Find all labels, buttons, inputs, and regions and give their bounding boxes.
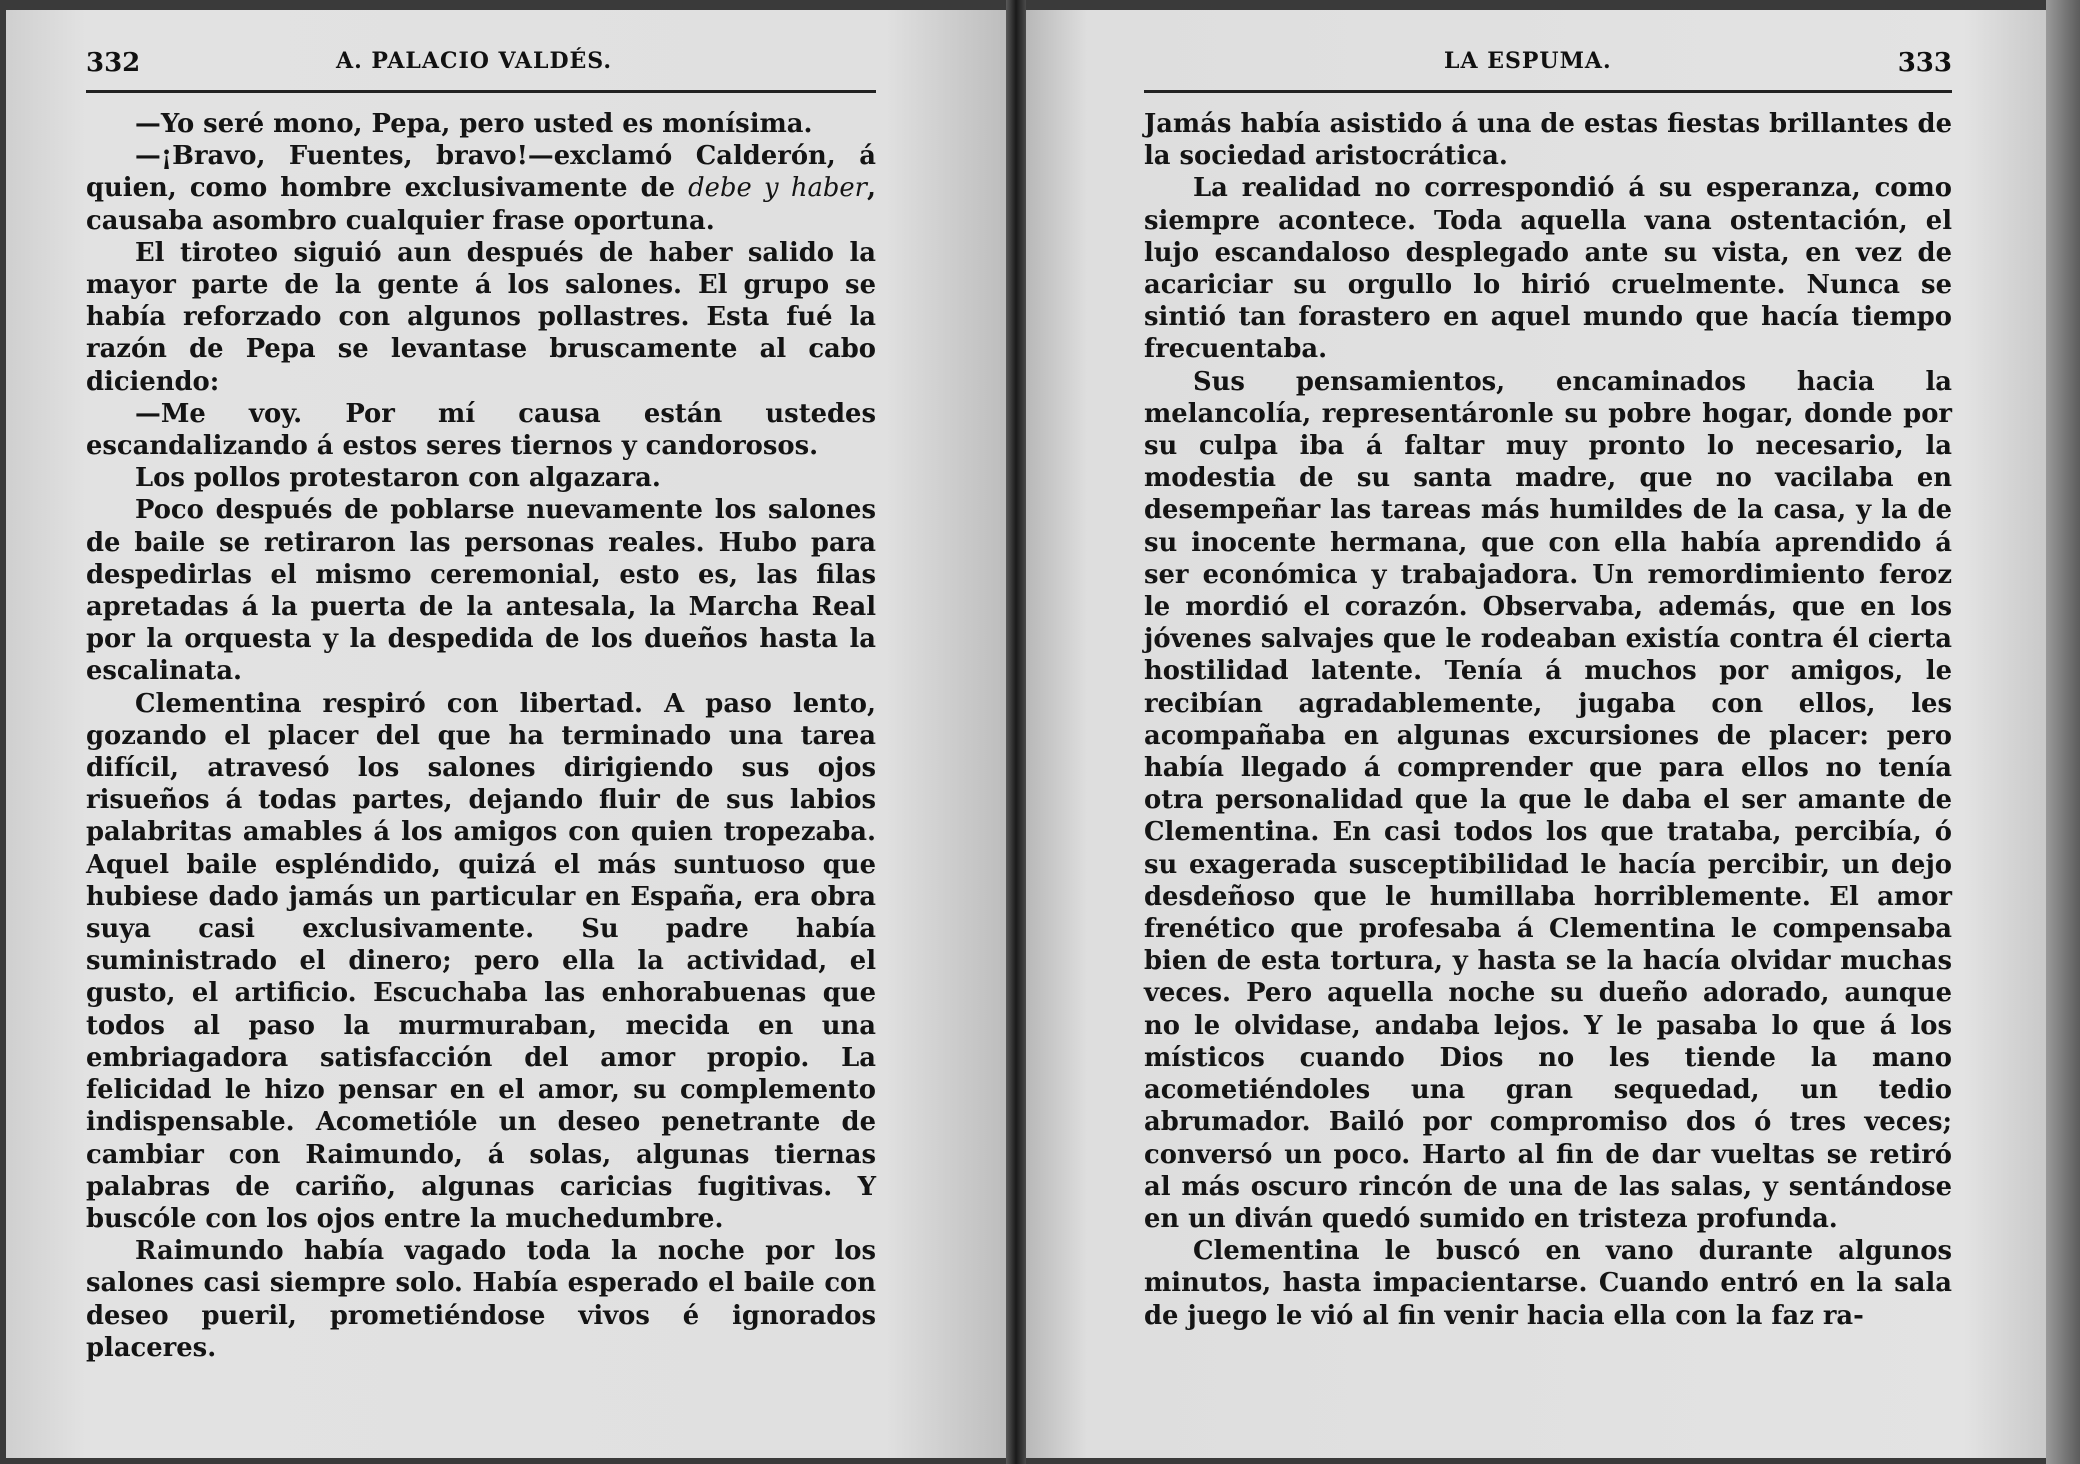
left-text-block <box>86 108 876 1364</box>
left-running-title: A. PALACIO VALDÉS. <box>336 48 613 74</box>
paragraph: El tiroteo siguió aun después de haber salido la mayor parte de la gente á los salones. El grupo se había reforzado con algunos pollastres. Esta fué la razón de Pepa se levantase bruscamente al cabo diciendo: <box>86 237 876 397</box>
paragraph: Raimundo había vagado toda la noche por los salones casi siempre solo. Había esperado el baile con deseo pueril, prometiéndose vivos é ignorados placeres. <box>86 1236 876 1363</box>
paragraph: Sus pensamientos, encaminados hacia la melancolía, representáronle su pobre hogar, donde por su culpa iba á faltar muy pronto lo necesario, la modestia de su santa madre, que no vacilaba en desempeñar las tareas más humildes de la casa, y la de su inocente hermana, que con ella había aprendido á ser económica y trabajadora. Un remordimiento feroz le mordió el corazón. Observaba, además, que en los jóvenes salvajes que le rodeaban existía contra él cierta hostilidad latente. Tenía á muchos por amigos, le recibían agradablemente, jugaba con ellos, les acompañaba en algunas excursiones de placer: pero había llegado á comprender que para ellos no tenía otra personalidad que la que le daba el ser amante de Clementina. En casi todos los que trataba, percibía, ó su exagerada susceptibilidad le hacía percibir, un dejo desdeñoso que le humillaba horriblemente. El amor frenético que profesaba á Clementina le compensaba bien de esta tortura, y hasta se la hacía olvidar muchas veces. Pero aquella noche su dueño adorado, aunque no le olvidase, andaba lejos. Y le pasaba lo que á los místicos cuando Dios no les tiende la mano acometiéndoles una gran sequedad, un tedio abrumador. Bailó por compromiso dos ó tres veces; conversó un poco. Harto al fin de dar vueltas se retiró al más oscuro rincón de una de las salas, y sentándose en un diván quedó sumido en tristeza profunda. <box>1144 366 1952 1234</box>
right-text-block <box>1144 108 1952 1332</box>
paragraph: —¡Bravo, Fuentes, bravo!—exclamó Calderón, á quien, como hombre exclusivamente de debe y haber, causaba asombro cualquier frase oportuna. <box>86 141 876 236</box>
paragraph: La realidad no correspondió á su esperanza, como siempre acontece. Toda aquella vana ostentación, el lujo escandaloso desplegado ante su vista, en vez de acariciar su orgullo lo hirió cruelmente. Nunca se sintió tan forastero en aquel mundo que hacía tiempo frecuentaba. <box>1144 173 1952 365</box>
paragraph: —Me voy. Por mí causa están ustedes escandalizando á estos seres tiernos y candorosos. <box>86 398 876 462</box>
left-running-head <box>86 48 876 88</box>
paragraph: Los pollos protestaron con algazara. <box>135 463 661 494</box>
paragraph: Poco después de poblarse nuevamente los salones de baile se retiraron las personas reales. Hubo para despedirlas el mismo ceremonial, esto es, las filas apretadas á la puerta de la antesala, la Marcha Real por la orquesta y la despedida de los dueños hasta la escalinata. <box>86 495 876 687</box>
left-page <box>6 10 1006 1458</box>
paragraph: —Yo seré mono, Pepa, pero usted es monísima. <box>135 109 813 139</box>
right-running-title: LA ESPUMA. <box>1444 48 1612 74</box>
right-running-head <box>1144 48 1952 88</box>
right-page-number: 333 <box>1897 48 1952 78</box>
paragraph: Clementina respiró con libertad. A paso lento, gozando el placer del que ha terminado una tarea difícil, atravesó los salones dirigiendo sus ojos risueños á todas partes, dejando fluir de sus labios palabritas amables á los amigos con quien tropezaba. Aquel baile espléndido, quizá el más suntuoso que hubiese dado jamás un particular en España, era obra suya casi exclusivamente. Su padre había suministrado el dinero; pero ella la actividad, el gusto, el artificio. Escuchaba las enhorabuenas que todos al paso la murmuraban, mecida en una embriagadora satisfacción del amor propio. La felicidad le hizo pensar en el amor, su complemento indispensable. Acometióle un deseo penetrante de cambiar con Raimundo, á solas, algunas tiernas palabras de cariño, algunas caricias fugitivas. Y buscóle con los ojos entre la muchedumbre. <box>86 688 876 1234</box>
paragraph: Jamás había asistido á una de estas fiestas brillantes de la sociedad aristocrática. <box>1144 109 1952 172</box>
left-page-number: 332 <box>86 48 141 78</box>
paragraph: Clementina le buscó en vano durante algunos minutos, hasta impacientarse. Cuando entró en la sala de juego le vió al fin venir hacia ella con la faz ra- <box>1144 1236 1952 1331</box>
italic-phrase: debe y haber <box>688 173 868 204</box>
book-gutter <box>1006 0 1026 1464</box>
left-header-rule <box>86 90 876 93</box>
right-header-rule <box>1144 90 1952 93</box>
right-page <box>1026 10 2046 1458</box>
book-page-edges <box>2046 0 2080 1464</box>
